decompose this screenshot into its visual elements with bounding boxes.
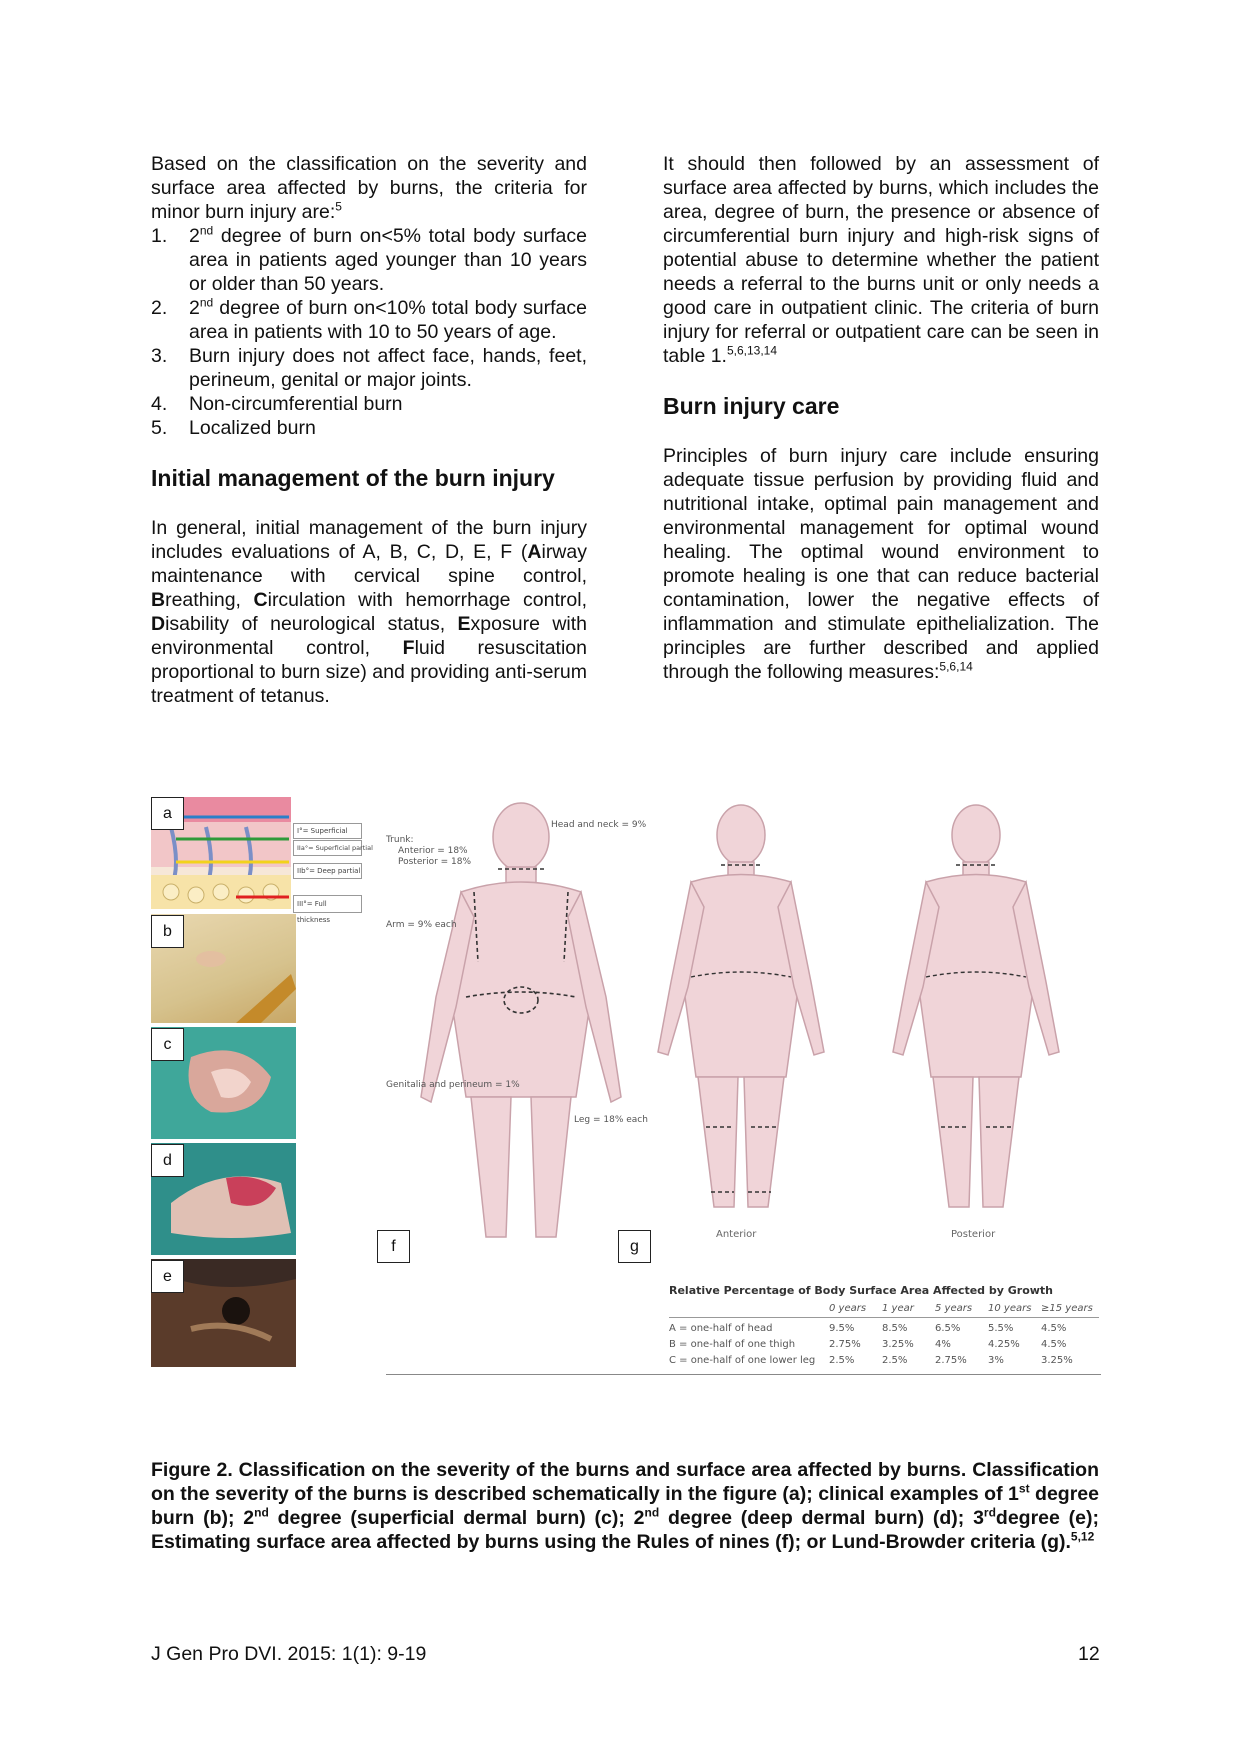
rule-of-nines-diagram <box>386 797 656 1247</box>
panel-label-f: f <box>377 1230 410 1263</box>
table-header-row: 0 years 1 year 5 years 10 years ≥15 years <box>829 1302 1093 1314</box>
legend-superficial: I°= Superficial <box>293 823 362 839</box>
panel-label-a: a <box>151 797 184 830</box>
lund-browder-table <box>669 1284 1099 1368</box>
legend-superficial-partial: IIa°= Superficial partial <box>293 840 362 856</box>
journal-citation: J Gen Pro DVI. 2015: 1(1): 9-19 <box>151 1643 427 1665</box>
figure-divider <box>386 1374 1101 1375</box>
table-row: A = one-half of head 9.5% 8.5% 6.5% 5.5% 4.5% <box>669 1322 1067 1334</box>
body-silhouette-anterior <box>658 805 824 1207</box>
minor-burn-criteria-list <box>151 224 587 440</box>
list-item: 5. Localized burn <box>151 417 316 439</box>
table-row: B = one-half of one thigh 2.75% 3.25% 4% 4.25% 4.5% <box>669 1338 1067 1350</box>
panel-label-g: g <box>618 1230 651 1263</box>
legend-full-thickness: III°= Full thickness <box>293 895 362 913</box>
left-column <box>151 152 587 708</box>
burn-care-paragraph: Principles of burn injury care include ensuring adequate tissue perfusion by providing fluid and nutritional intake, optimal pain management and environmental management for optimal wound healing. The optimal wound environment to promote healing is one that can reduce bacterial contamination, lower the negative effects of inflammation and stimulate epithelialization. The principles are further described and applied through the following measures:$^{5,6,14}$ <box>663 445 1099 683</box>
label-trunk-anterior: Anterior = 18% <box>398 846 468 856</box>
table-row: C = one-half of one lower leg 2.5% 2.5% 2.75% 3% 3.25% <box>669 1354 1073 1366</box>
assessment-paragraph: It should then followed by an assessment of surface area affected by burns, which includes the area, degree of burn, the presence or absence of circumferential burn injury and high-risk signs of potential abuse to determine whether the patient needs a referral to the burns unit or only needs a good care in outpatient clinic. The criteria of burn injury for referral or outpatient care can be seen in table 1.$^{5,6,13,14}$ <box>663 153 1099 367</box>
body-silhouette-front <box>421 803 621 1237</box>
panel-label-d: d <box>151 1144 184 1177</box>
legend-deep-partial: IIb°= Deep partial <box>293 863 362 879</box>
label-trunk: Trunk: <box>386 835 414 845</box>
table-title: Relative Percentage of Body Surface Area Affected by Growth <box>669 1284 1054 1297</box>
figure-caption: Figure 2. Classification on the severity of the burns and surface area affected by burns. Classification on the severity of the burns is described schematically in the figure (a); clinical examples of 1st degree burn (b); 2nd degree (superficial dermal burn) (c); 2nd degree (deep dermal burn) (d); 3rddegree (e); Estimating surface area affected by burns using the Rules of nines (f); or Lund-Browder criteria (g).$^{5,12}$ <box>151 1459 1099 1553</box>
page-number: 12 <box>1078 1643 1100 1665</box>
panel-label-c: c <box>151 1028 184 1061</box>
panel-label-b: b <box>151 915 184 948</box>
label-genitalia: Genitalia and perineum = 1% <box>386 1080 520 1090</box>
intro-paragraph: Based on the classification on the severity and surface area affected by burns, the criteria for minor burn injury are:$^5$ <box>151 153 587 223</box>
label-leg: Leg = 18% each <box>574 1115 648 1125</box>
list-item: 2. 2nd degree of burn on<10% total body surface area in patients with 10 to 50 years of age. <box>151 295 587 343</box>
label-head-neck: Head and neck = 9% <box>551 820 647 830</box>
list-item: 1. 2nd degree of burn on<5% total body surface area in patients aged younger than 10 years or older than 50 years. <box>151 223 587 295</box>
label-anterior: Anterior <box>716 1229 757 1240</box>
section-heading-burn-care: Burn injury care <box>663 393 840 419</box>
body-silhouette-posterior <box>893 805 1059 1207</box>
figure-2 <box>151 797 1101 1427</box>
list-item: 4. Non-circumferential burn <box>151 393 403 415</box>
right-column <box>663 152 1099 684</box>
label-trunk-posterior: Posterior = 18% <box>398 857 472 867</box>
section-heading-initial-management: Initial management of the burn injury <box>151 465 555 491</box>
initial-management-paragraph: In general, initial management of the burn injury includes evaluations of A, B, C, D, E, F (Airway maintenance with cervical spine control, Breathing, Circulation with hemorrhage control, Disability of neurological status, Exposure with environmental control, Fluid resuscitation proportional to burn size) and providing anti-serum treatment of tetanus. <box>151 517 588 707</box>
panel-label-e: e <box>151 1260 184 1293</box>
label-posterior: Posterior <box>951 1229 996 1240</box>
label-arm: Arm = 9% each <box>386 920 457 930</box>
lund-browder-diagram <box>646 797 1096 1267</box>
list-item: 3. Burn injury does not affect face, hands, feet, perineum, genital or major joints. <box>151 345 587 391</box>
